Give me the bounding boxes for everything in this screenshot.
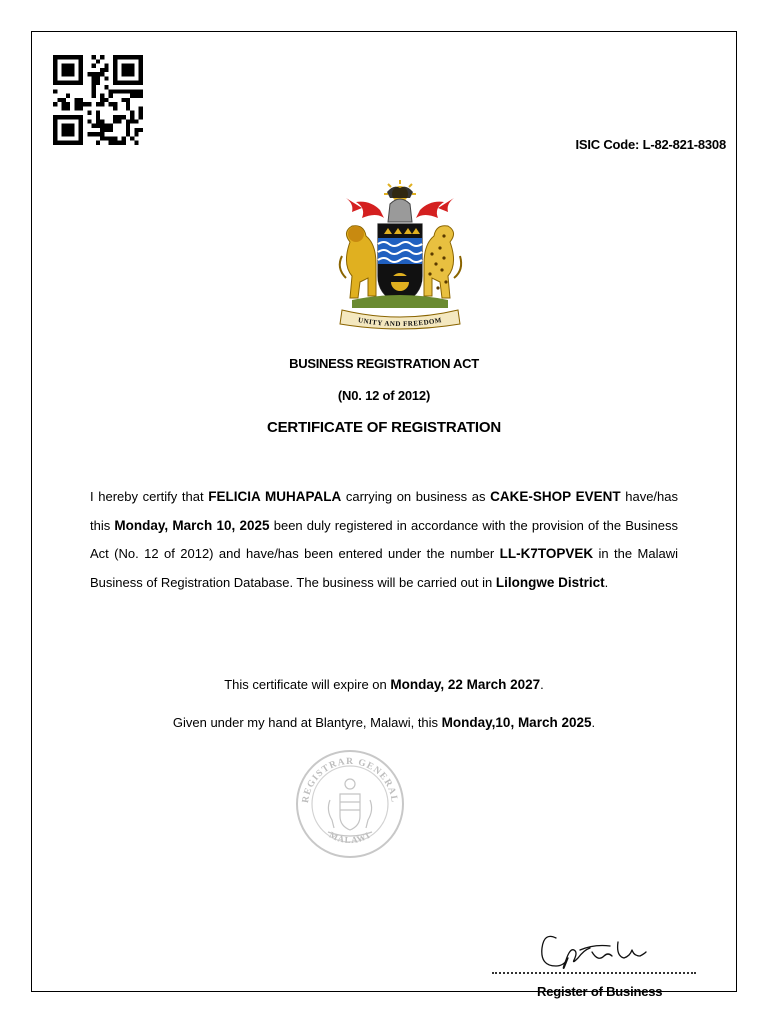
isic-code: ISIC Code: L-82-821-8308 (575, 137, 726, 152)
business-name: CAKE-SHOP EVENT (490, 489, 621, 504)
given-suffix: . (591, 715, 596, 730)
given-statement (0, 715, 768, 730)
body-text-5: in the Malawi Business of Registration Database. The business will be carried out in (90, 546, 678, 590)
given-prefix: Given under my hand at Blantyre, Malawi, this (172, 715, 442, 730)
seal-emblem (328, 779, 372, 836)
certificate-title: CERTIFICATE OF REGISTRATION (266, 419, 502, 436)
act-title: BUSINESS REGISTRATION ACT (289, 356, 479, 371)
signature-label: Register of Business (537, 984, 663, 999)
body-text-6: . (604, 574, 609, 590)
act-number: (N0. 12 of 2012) (337, 388, 431, 403)
business-district: Lilongwe District (495, 574, 605, 590)
seal-bottom-text: MALAWI (327, 829, 373, 846)
expiry-date: Monday, 22 March 2027 (390, 677, 541, 692)
registrar-general-seal (294, 748, 406, 860)
registrar-signature (534, 926, 664, 972)
motto-scroll (340, 310, 460, 329)
body-text-3: have/has this (90, 489, 679, 533)
body-text-4: been duly registered in accordance with the provision of the Business Act (No. 12 of 2012) and have/has been entered under the number (90, 517, 679, 561)
lion-supporter (340, 226, 376, 298)
expiry-suffix: . (540, 677, 544, 692)
coat-of-arms-emblem (332, 178, 468, 332)
shield (378, 224, 422, 304)
signature-line (492, 972, 696, 974)
body-text-1: I hereby certify that (90, 489, 209, 504)
motto-text: UNITY AND FREEDOM (357, 316, 443, 329)
qr-code (53, 55, 143, 145)
helmet (388, 199, 412, 222)
body-text-2: carrying on business as (341, 489, 491, 504)
registration-date: Monday, March 10, 2025 (114, 517, 270, 533)
certification-paragraph (90, 483, 678, 597)
owner-name: FELICIA MUHAPALA (208, 489, 342, 504)
expiry-prefix: This certificate will expire on (224, 677, 391, 692)
seal-top-text: REGISTRAR GENERAL (300, 756, 400, 804)
registration-number: LL-K7TOPVEK (499, 546, 594, 561)
expiry-statement (0, 677, 768, 692)
given-date: Monday,10, March 2025 (441, 715, 592, 730)
leopard-supporter (424, 226, 461, 298)
svg-text:MALAWI (328, 830, 373, 846)
